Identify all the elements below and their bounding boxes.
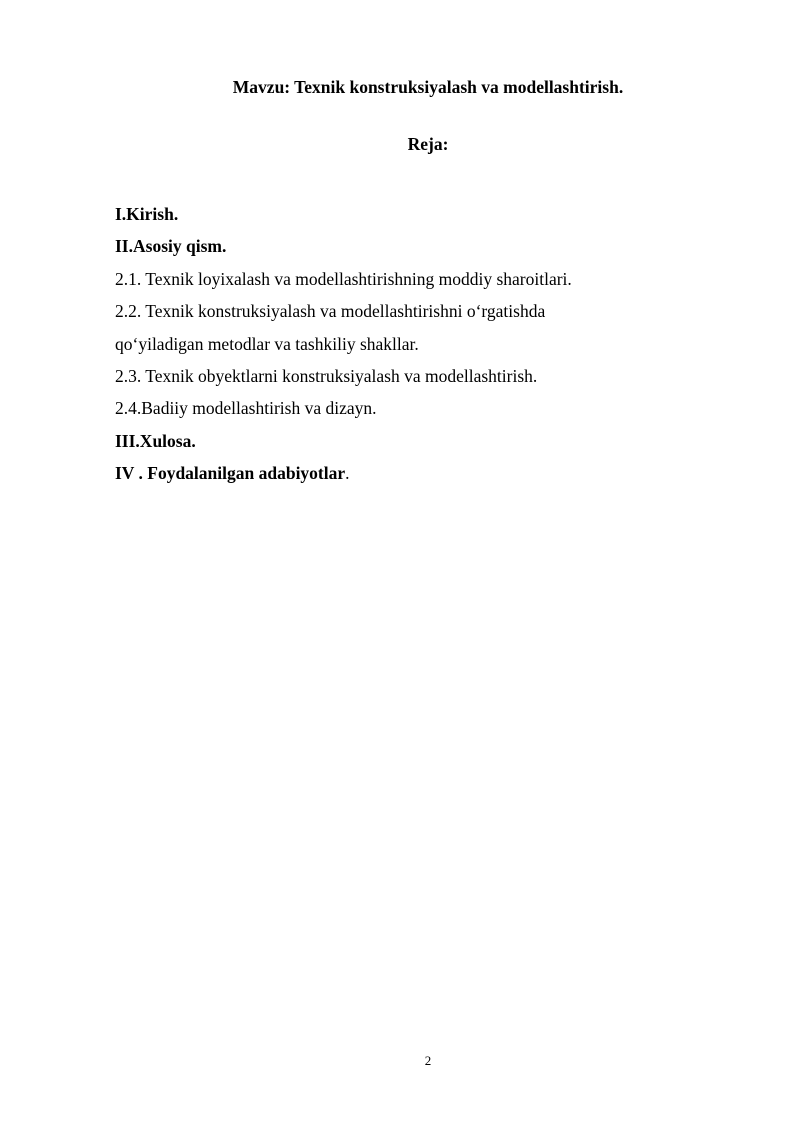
outline-item-references-label: IV . Foydalanilgan adabiyotlar xyxy=(115,463,346,484)
outline-item-2-2-line-2: qoʻyiladigan metodlar va tashkiliy shakllar. xyxy=(115,333,419,354)
outline-item-intro: I.Kirish. xyxy=(115,204,179,224)
plan-outline xyxy=(115,198,735,490)
document-title: Mavzu: Texnik konstruksiyalash va modellashtirish. xyxy=(232,77,624,97)
plan-heading: Reja: xyxy=(407,134,449,154)
outline-item-2-2-line-1: 2.2. Texnik konstruksiyalash va modellashtirishni oʻrgatishda xyxy=(115,301,546,322)
outline-item-references-trail: . xyxy=(345,463,350,484)
outline-item-2-3: 2.3. Texnik obyektlarni konstruksiyalash va modellashtirish. xyxy=(115,365,538,386)
outline-item-conclusion: III.Xulosa. xyxy=(115,430,196,451)
outline-item-2-4: 2.4.Badiiy modellashtirish va dizayn. xyxy=(115,398,377,419)
page-number: 2 xyxy=(424,1053,432,1068)
outline-item-references xyxy=(115,457,735,489)
outline-item-2-1: 2.1. Texnik loyixalash va modellashtirishning moddiy sharoitlari. xyxy=(115,268,572,289)
outline-item-main-part: II.Asosiy qism. xyxy=(115,236,227,257)
